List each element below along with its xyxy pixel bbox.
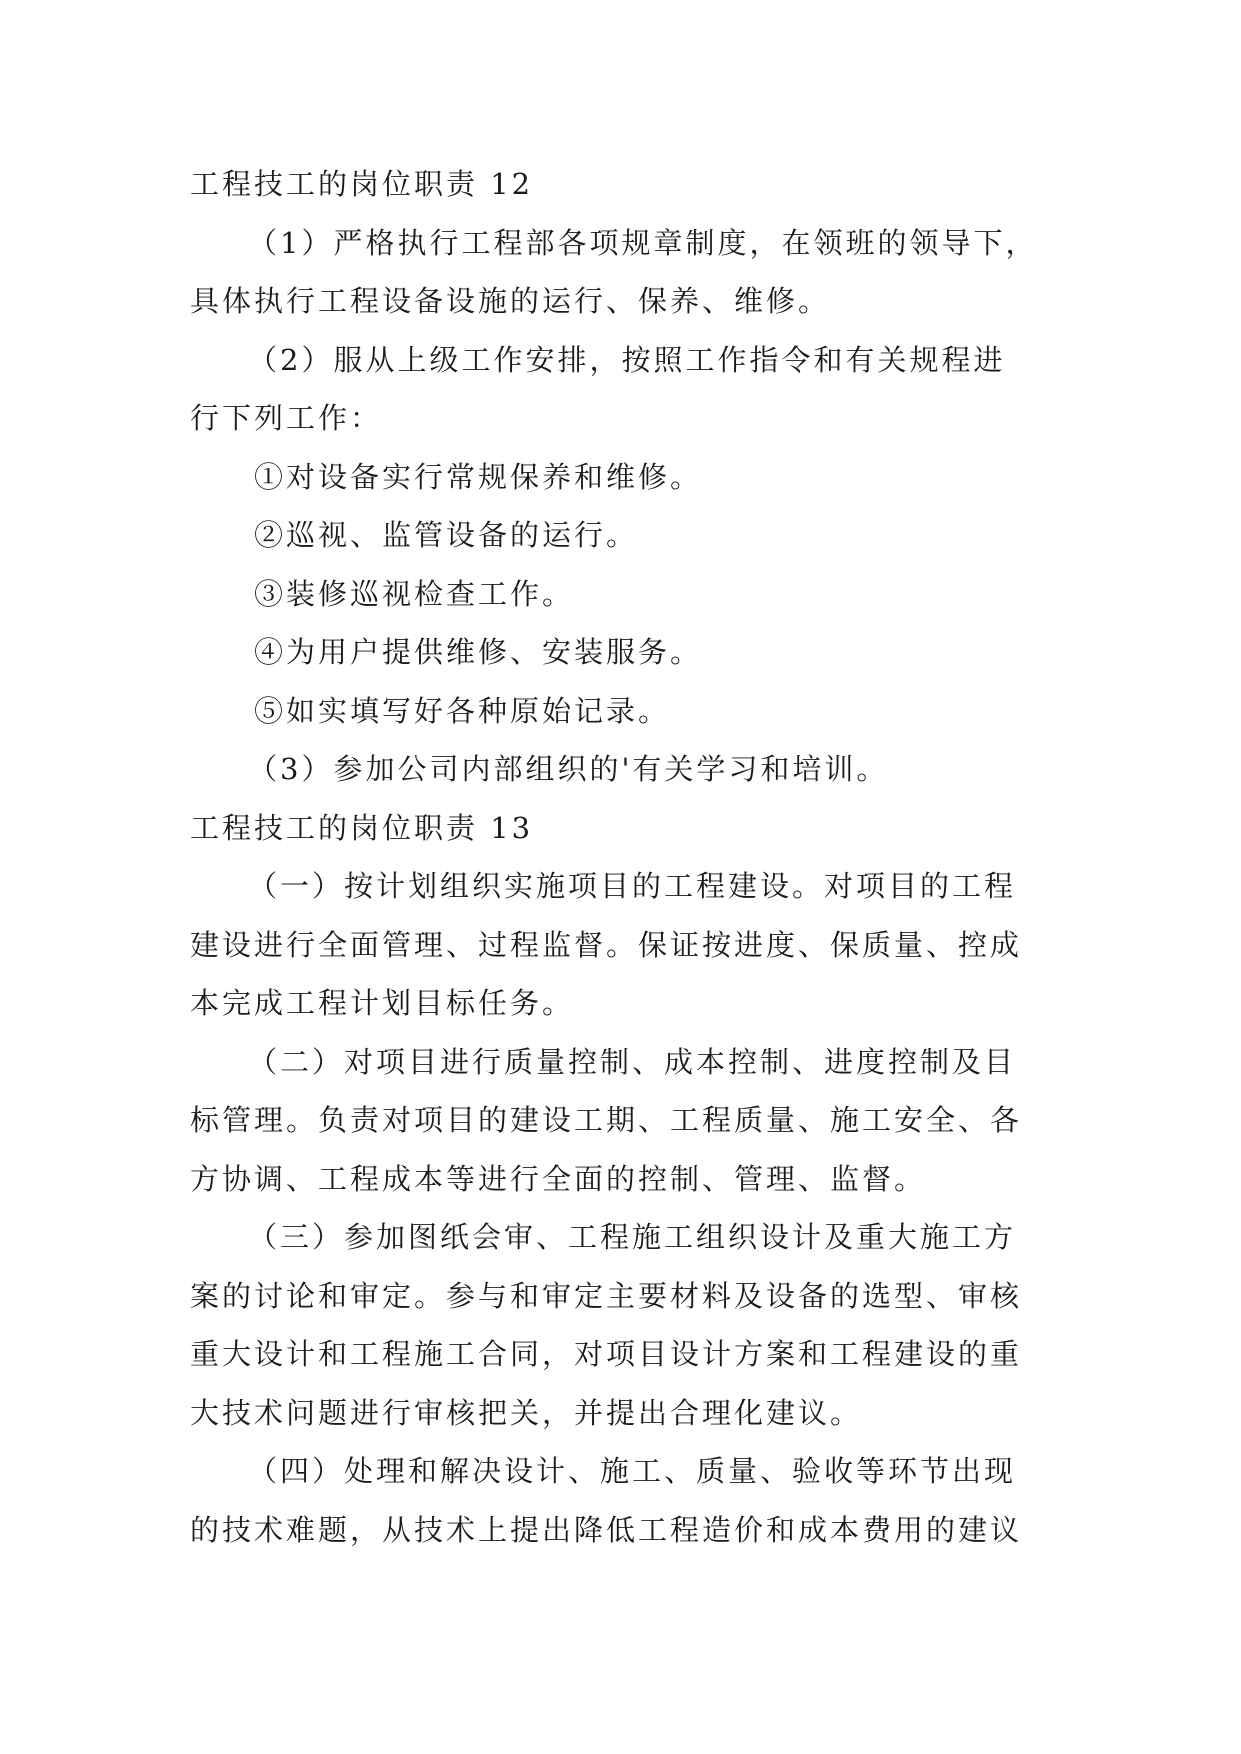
section-13-paragraph-2-line-3: 方协调、工程成本等进行全面的控制、管理、监督。 [190,1161,927,1196]
section-12-heading: 工程技工的岗位职责 12 [190,167,534,201]
section-13-paragraph-2-line-1: （二）对项目进行质量控制、成本控制、进度控制及目 [248,1044,1017,1079]
section-12-list-item-5: ⑤如实填写好各种原始记录。 [254,693,671,728]
section-13-paragraph-1-line-3: 本完成工程计划目标任务。 [190,986,575,1020]
section-12-list-item-3: ③装修巡视检查工作。 [254,576,575,611]
section-13-heading: 工程技工的岗位职责 13 [190,810,534,845]
document-page [190,155,1050,1559]
section-13-paragraph-1-line-2: 建设进行全面管理、过程监督。保证按进度、保质量、控成 [190,927,1023,962]
section-13-paragraph-3-line-1: （三）参加图纸会审、工程施工组织设计及重大施工方 [248,1220,1017,1254]
section-13-paragraph-3-line-2: 案的讨论和审定。参与和审定主要材料及设备的选型、审核 [190,1278,1023,1313]
section-13-paragraph-3-line-3: 重大设计和工程施工合同，对项目设计方案和工程建设的重 [190,1337,1023,1371]
section-13-paragraph-3-line-4: 大技术问题进行审核把关，并提出合理化建议。 [190,1395,863,1430]
section-12-list-item-4: ④为用户提供维修、安装服务。 [254,635,703,669]
section-13-paragraph-1-line-1: （一）按计划组织实施项目的工程建设。对项目的工程 [248,869,1017,903]
section-12-paragraph-2-line-1: （2）服从上级工作安排，按照工作指令和有关规程进 [248,342,1006,377]
section-12-paragraph-3: （3）参加公司内部组织的'有关学习和培训。 [248,752,889,786]
section-13-paragraph-2-line-2: 标管理。负责对项目的建设工期、工程质量、施工安全、各 [190,1103,1023,1137]
section-12-list-item-2: ②巡视、监管设备的运行。 [254,518,639,552]
section-12-paragraph-1-line-1: （1）严格执行工程部各项规章制度，在领班的领导下， [248,225,1038,260]
section-13-paragraph-4-line-1: （四）处理和解决设计、施工、质量、验收等环节出现 [248,1454,1017,1488]
section-13-paragraph-4-line-2: 的技术难题，从技术上提出降低工程造价和成本费用的建议 [190,1512,1023,1547]
section-12-paragraph-1-line-2: 具体执行工程设备设施的运行、保养、维修。 [190,284,831,318]
section-12-list-item-1: ①对设备实行常规保养和维修。 [254,459,703,494]
section-12-paragraph-2-line-2: 行下列工作： [190,401,383,435]
